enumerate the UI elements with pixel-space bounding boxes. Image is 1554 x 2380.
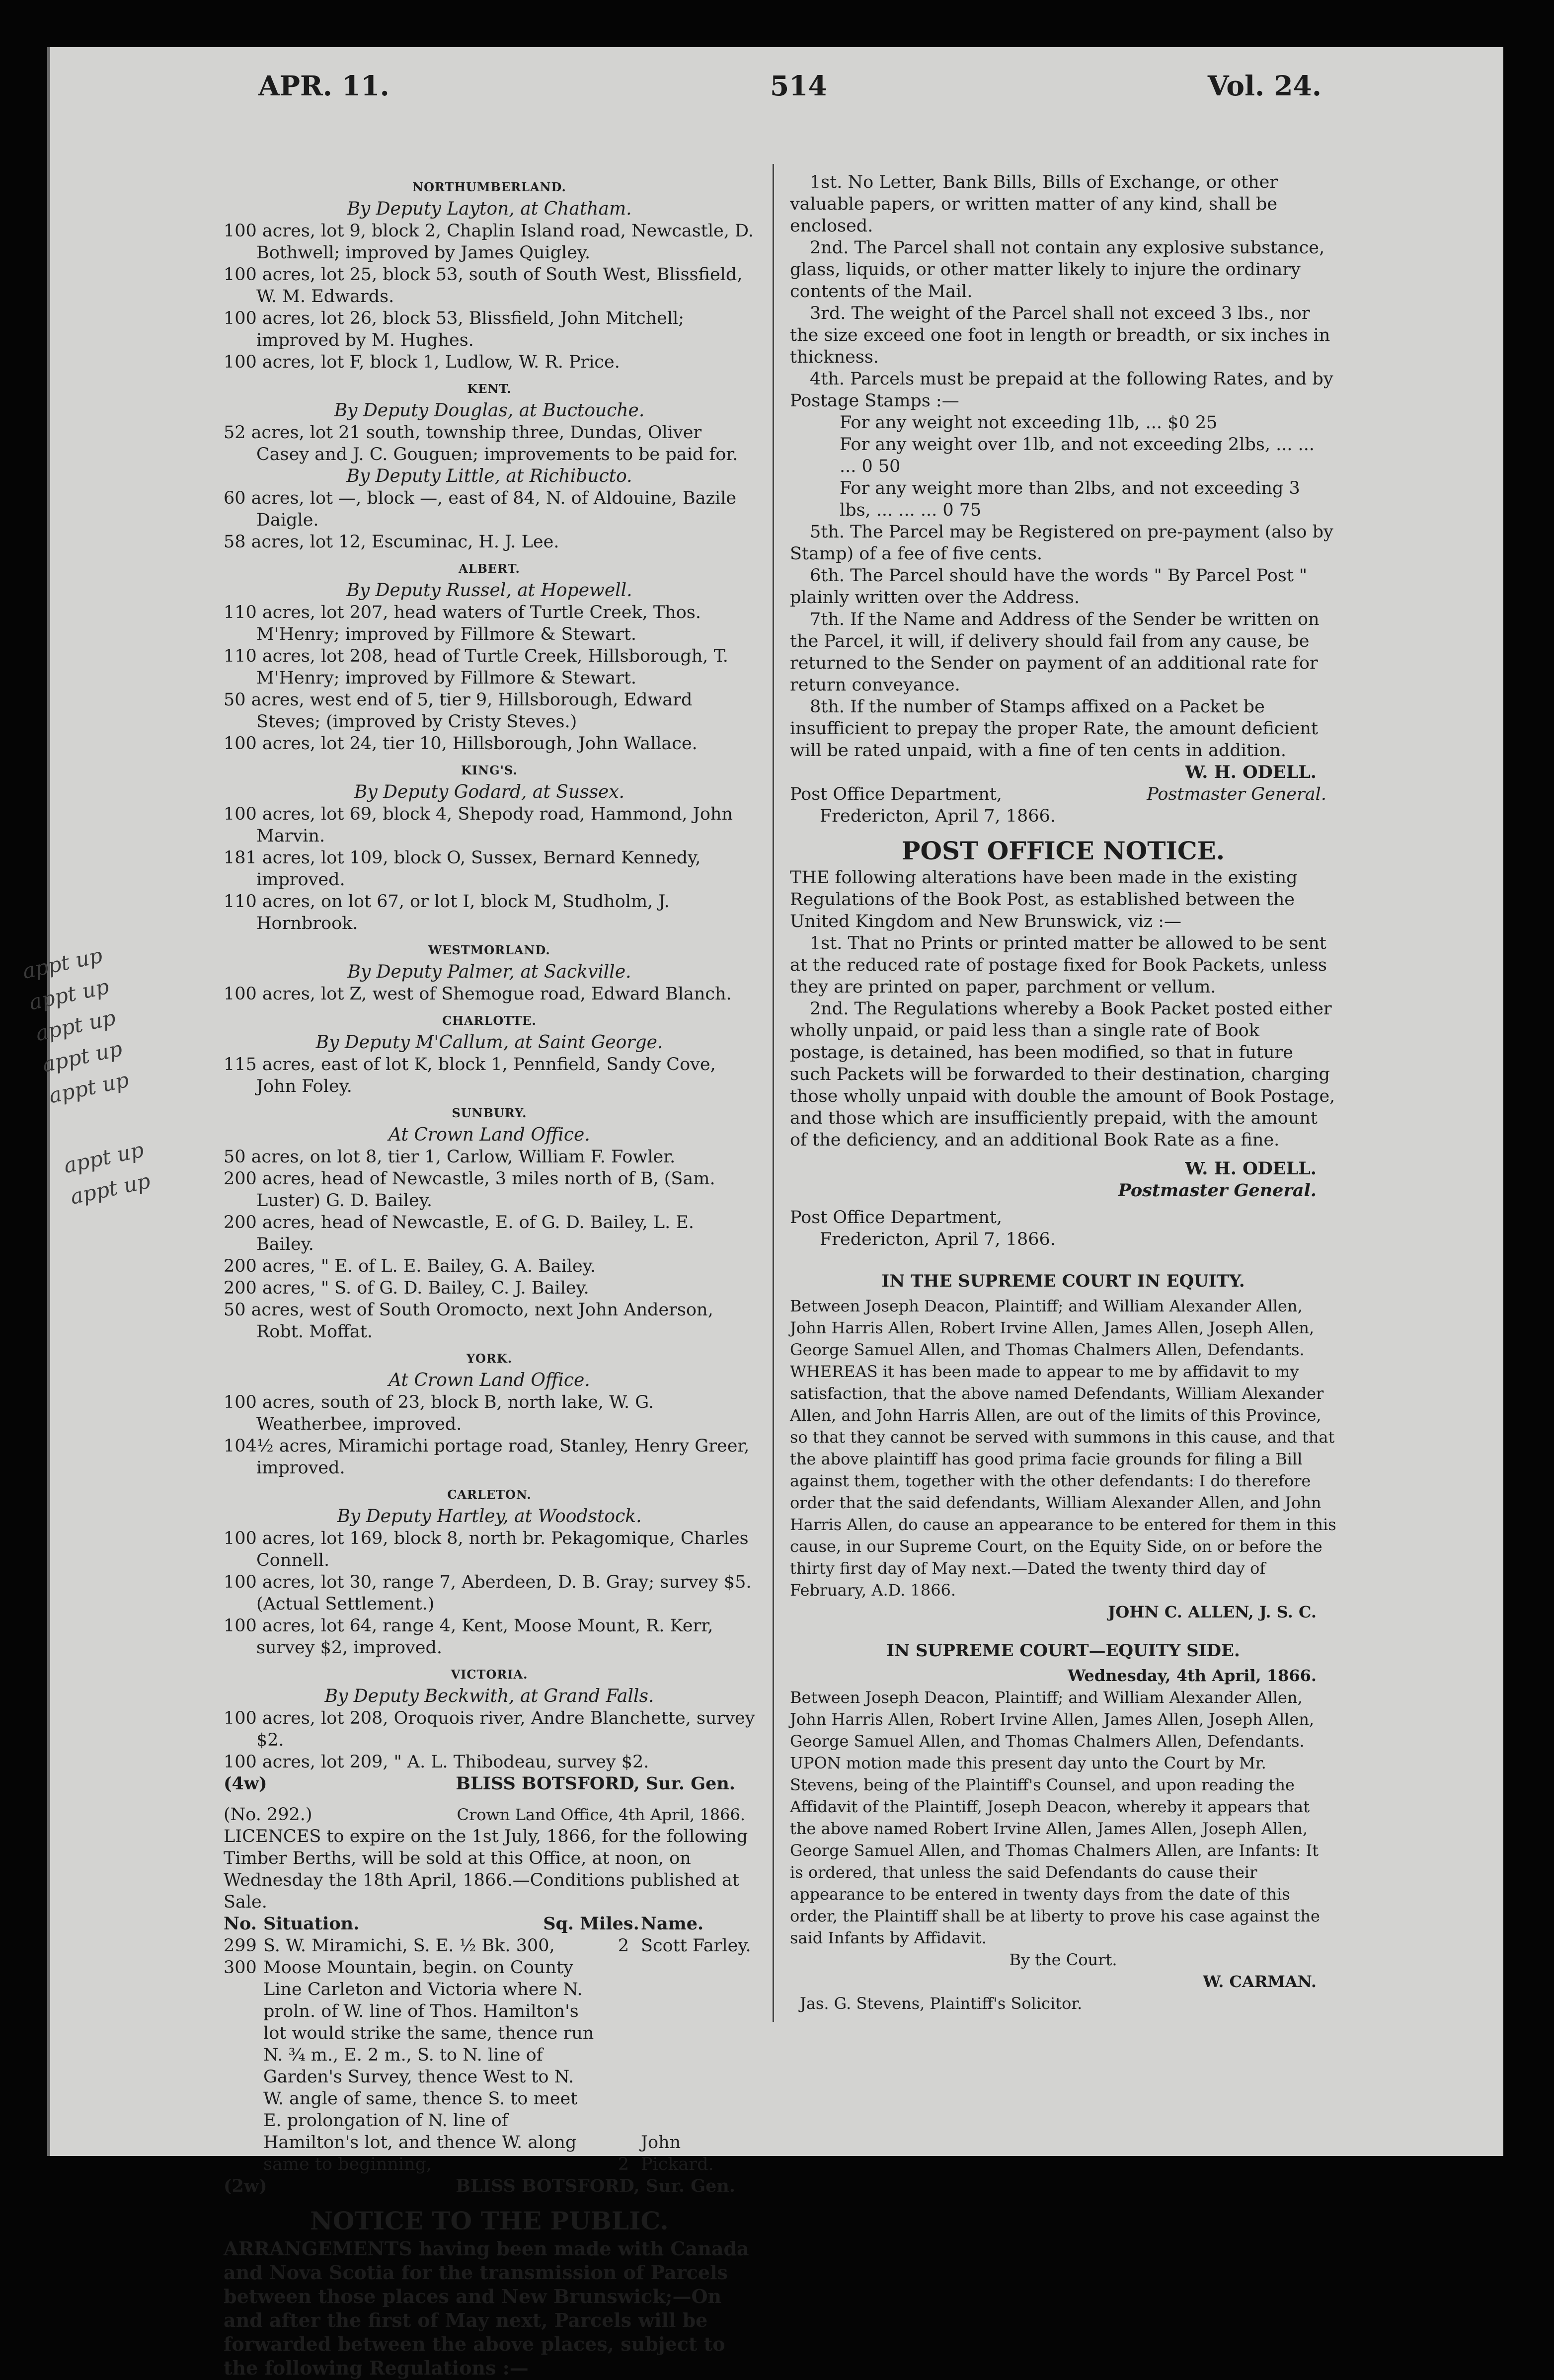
signature-line: (4w) BLISS BOTSFORD, Sur. Gen.	[224, 1773, 735, 1794]
court-title: IN THE SUPREME COURT IN EQUITY.	[881, 1271, 1245, 1291]
deputy-line: At Crown Land Office.	[388, 1125, 590, 1145]
land-entry: 60 acres, lot —, block —, east of 84, N. of Aldouine, Bazile Daigle.	[224, 488, 737, 530]
notice-title: POST OFFICE NOTICE.	[901, 836, 1225, 865]
deputy-line: By Deputy M'Callum, at Saint George.	[315, 1032, 663, 1053]
rate-row: For any weight not exceeding 1lb, ... $0 25	[840, 413, 1218, 433]
county-heading: NORTHUMBERLAND.	[412, 180, 566, 194]
deputy-line: By Deputy Godard, at Sussex.	[354, 782, 625, 802]
court-parties: Between Joseph Deacon, Plaintiff; and William Alexander Allen, John Harris Allen, Robert Irvine Allen, James Allen, Joseph Allen, George Samuel Allen, and Thomas Chalmers Allen, Defendants.	[790, 1297, 1315, 1359]
deputy-line: By Deputy Little, at Richibucto.	[346, 466, 632, 486]
signature-date: Fredericton, April 7, 1866.	[820, 806, 1056, 826]
deputy-line: By Deputy Douglas, at Buctouche.	[334, 400, 645, 421]
signature-name: W. H. ODELL.	[1185, 762, 1317, 782]
land-entry: 100 acres, lot 209, " A. L. Thibodeau, survey $2.	[224, 1752, 649, 1772]
land-entry: 181 acres, lot 109, block O, Sussex, Bernard Kennedy, improved.	[224, 848, 701, 890]
signature-title: Postmaster General.	[1118, 1180, 1317, 1201]
signature-name: W. H. ODELL.	[1185, 1158, 1317, 1179]
rate-table	[790, 412, 1336, 521]
land-entry: 100 acres, lot 30, range 7, Aberdeen, D. B. Gray; survey $5. (Actual Settlement.)	[224, 1572, 752, 1614]
notice-body: ARRANGEMENTS having been made with Canada and Nova Scotia for the transmission of Parcels between those places and New Brunswick;—On and after the first of May next, Parcels will be forwarded between the above places, subject to the following Regulations :—	[224, 2237, 749, 2379]
land-entry: 200 acres, head of Newcastle, 3 miles north of B, (Sam. Luster) G. D. Bailey.	[224, 1169, 715, 1211]
land-entry: 100 acres, lot F, block 1, Ludlow, W. R. Price.	[224, 352, 620, 372]
land-entry: 100 acres, lot 26, block 53, Blissfield, John Mitchell; improved by M. Hughes.	[224, 308, 685, 350]
table-row: 299 S. W. Miramichi, S. E. ½ Bk. 300, 2 Scott Farley.	[224, 1936, 751, 1956]
land-entry: 110 acres, lot 207, head waters of Turtle Creek, Thos. M'Henry; improved by Fillmore & Stewart.	[224, 603, 701, 644]
left-column	[224, 171, 755, 2380]
county-heading: CHARLOTTE.	[442, 1013, 537, 1028]
land-entry: 100 acres, lot 169, block 8, north br. Pekagomique, Charles Connell.	[224, 1529, 749, 1570]
deputy-line: By Deputy Layton, at Chatham.	[347, 199, 632, 219]
regulation: 4th. Parcels must be prepaid at the following Rates, and by Postage Stamps :—	[790, 369, 1333, 411]
land-entry: 200 acres, " S. of G. D. Bailey, C. J. Bailey.	[224, 1278, 589, 1298]
table-row: 300 Moose Mountain, begin. on County Line Carleton and Victoria where N. proln. of W. line of Thos. Hamilton's lot would strike the same, thence run N. ¾ m., E. 2 m., S. to N. line of Garden's Survey, thence West to N. W. angle of same, thence S. to meet E. prolongation of N. line of Hamilton's lot, and thence W. along same to beginning, 2 John Pickard.	[224, 1958, 714, 2174]
court-by: By the Court.	[1009, 1950, 1117, 1969]
land-entry: 200 acres, " E. of L. E. Bailey, G. A. Bailey.	[224, 1256, 596, 1276]
timber-notice-body: LICENCES to expire on the 1st July, 1866, for the following Timber Berths, will be sold at this Office, at noon, on Wednesday the 18th April, 1866.—Conditions published at Sale.	[224, 1827, 748, 1912]
deputy-line: By Deputy Beckwith, at Grand Falls.	[324, 1686, 654, 1706]
signature-name: JOHN C. ALLEN, J. S. C.	[1108, 1603, 1317, 1621]
land-entry: 110 acres, on lot 67, or lot I, block M, Studholm, J. Hornbrook.	[224, 892, 670, 933]
deputy-line: By Deputy Russel, at Hopewell.	[346, 580, 632, 601]
regulation: 8th. If the number of Stamps affixed on a Packet be insufficient to prepay the proper Rate, the amount deficient will be rated unpaid, with a fine of ten cents in addition.	[790, 697, 1318, 761]
signature-dept: Post Office Department,	[790, 1208, 1003, 1228]
court-date: Wednesday, 4th April, 1866.	[1068, 1666, 1317, 1685]
regulation: 7th. If the Name and Address of the Sender be written on the Parcel, it will, if delivery should fail from any cause, be returned to the Sender on payment of an additional rate for return conveyance.	[790, 610, 1320, 695]
land-entry: 110 acres, lot 208, head of Turtle Creek, Hillsborough, T. M'Henry; improved by Fillmore & Stewart.	[224, 646, 728, 688]
deputy-line: By Deputy Palmer, at Sackville.	[347, 962, 631, 982]
deputy-line: At Crown Land Office.	[388, 1370, 590, 1390]
regulation: 2nd. The Parcel shall not contain any explosive substance, glass, liquids, or other matter likely to injure the ordinary contents of the Mail.	[790, 238, 1325, 302]
county-heading: SUNBURY.	[452, 1106, 527, 1120]
land-entry: 50 acres, west of South Oromocto, next John Anderson, Robt. Moffat.	[224, 1300, 713, 1342]
land-entry: 58 acres, lot 12, Escuminac, H. J. Lee.	[224, 532, 559, 552]
timber-notice-header: (No. 292.) Crown Land Office, 4th April, 1866.	[224, 1805, 745, 1825]
county-heading: KING'S.	[461, 763, 518, 777]
deputy-line: By Deputy Hartley, at Woodstock.	[337, 1506, 642, 1527]
signature-line: (2w) BLISS BOTSFORD, Sur. Gen.	[224, 2176, 735, 2196]
header-date: APR. 11.	[258, 70, 389, 102]
regulation: 6th. The Parcel should have the words " By Parcel Post " plainly written over the Address.	[790, 566, 1308, 608]
land-entry: 104½ acres, Miramichi portage road, Stanley, Henry Greer, improved.	[224, 1436, 750, 1478]
court-parties: Between Joseph Deacon, Plaintiff; and William Alexander Allen, John Harris Allen, Robert Irvine Allen, James Allen, Joseph Allen, George Samuel Allen, and Thomas Chalmers Allen, Defendants.	[790, 1688, 1315, 1751]
court-order: UPON motion made this present day unto the Court by Mr. Stevens, being of the Plaintiff's Counsel, and upon reading the Affidavit of the Plaintiff, Joseph Deacon, whereby it appears that the above named Robert Irvine Allen, James Allen, Joseph Allen, George Samuel Allen, and Thomas Chalmers Allen, are Infants: It is ordered, that unless the said Defendants do cause their appearance to be entered in twenty days from the date of this order, the Plaintiff shall be at liberty to prove his case against the said Infants by Affidavit.	[790, 1754, 1320, 1947]
regulation: 3rd. The weight of the Parcel shall not exceed 3 lbs., nor the size exceed one foot in length or breadth, or six inches in thickness.	[790, 304, 1330, 367]
signature-dept: Post Office Department, Postmaster General.	[790, 784, 1326, 804]
notice-title: NOTICE TO THE PUBLIC.	[310, 2206, 669, 2235]
signature-name: W. CARMAN.	[1203, 1972, 1317, 1991]
signature-date: Fredericton, April 7, 1866.	[820, 1229, 1056, 1249]
right-column	[790, 171, 1336, 2014]
land-entry: 100 acres, south of 23, block B, north lake, W. G. Weatherbee, improved.	[224, 1392, 654, 1434]
rate-row: For any weight over 1lb, and not exceeding 2lbs, ... ... ... 0 50	[840, 435, 1315, 476]
county-heading: WESTMORLAND.	[428, 943, 550, 957]
land-entry: 50 acres, on lot 8, tier 1, Carlow, William F. Fowler.	[224, 1147, 676, 1167]
timber-table-header: No. Situation. Sq. Miles. Name.	[224, 1914, 704, 1934]
regulation: 5th. The Parcel may be Registered on pre-payment (also by Stamp) of a fee of five cents.	[790, 522, 1333, 564]
county-heading: VICTORIA.	[451, 1667, 528, 1682]
land-entry: 52 acres, lot 21 south, township three, Dundas, Oliver Casey and J. C. Gouguen; improvements to be paid for.	[224, 423, 738, 464]
land-entry: 50 acres, west end of 5, tier 9, Hillsborough, Edward Steves; (improved by Cristy Steves.)	[224, 690, 693, 732]
land-entry: 200 acres, head of Newcastle, E. of G. D. Bailey, L. E. Bailey.	[224, 1213, 695, 1254]
county-heading: KENT.	[467, 382, 512, 396]
column-rule	[773, 164, 774, 2022]
volume-number: Vol. 24.	[1207, 70, 1321, 102]
page-number: 514	[770, 70, 827, 102]
county-heading: ALBERT.	[459, 561, 520, 576]
rate-row: For any weight more than 2lbs, and not exceeding 3 lbs, ... ... ... 0 75	[840, 478, 1300, 520]
county-heading: CARLETON.	[447, 1487, 532, 1502]
land-entry: 100 acres, lot 64, range 4, Kent, Moose Mount, R. Kerr, survey $2, improved.	[224, 1616, 713, 1658]
notice-item: 2nd. The Regulations whereby a Book Packet posted either wholly unpaid, or paid less than a single rate of Book postage, is detained, has been modified, so that in future such Packets will be forwarded to their destination, charging those wholly unpaid with double the amount of Book Postage, and those which are insufficiently prepaid, with the amount of the deficiency, and an additional Book Rate as a fine.	[790, 999, 1335, 1150]
county-heading: YORK.	[466, 1351, 513, 1366]
land-entry: 100 acres, lot Z, west of Shemogue road, Edward Blanch.	[224, 984, 732, 1004]
handwritten-annotations: appt up appt up appt up appt up appt up appt up appt up	[20, 943, 153, 1209]
court-title: IN SUPREME COURT—EQUITY SIDE.	[886, 1641, 1240, 1661]
court-order: WHEREAS it has been made to appear to me by affidavit to my satisfaction, that the above named Defendants, William Alexander Allen, and John Harris Allen, are out of the limits of this Province, so that they cannot be served with summons in this cause, and that the above plaintiff has good prima facie grounds for filing a Bill against them, together with the other defendants: I do therefore order that the said defendants, William Alexander Allen, and John Harris Allen, do cause an appearance to be entered for them in this cause, in our Supreme Court, on the Equity Side, on or before the thirty first day of May next.—Dated the twenty third day of February, A.D. 1866.	[790, 1362, 1336, 1600]
page-header	[109, 70, 1321, 109]
land-entry: 100 acres, lot 25, block 53, south of South West, Blissfield, W. M. Edwards.	[224, 265, 743, 307]
land-entry: 100 acres, lot 208, Oroquois river, Andre Blanchette, survey $2.	[224, 1708, 755, 1750]
regulation: 1st. No Letter, Bank Bills, Bills of Exchange, or other valuable papers, or written matter of any kind, shall be enclosed.	[790, 172, 1278, 236]
notice-item: 1st. That no Prints or printed matter be allowed to be sent at the reduced rate of postage fixed for Book Packets, unless they are printed on paper, parchment or vellum.	[790, 933, 1327, 997]
solicitor-line: Jas. G. Stevens, Plaintiff's Solicitor.	[800, 1994, 1083, 2013]
land-entry: 100 acres, lot 24, tier 10, Hillsborough, John Wallace.	[224, 734, 698, 754]
land-entry: 115 acres, east of lot K, block 1, Pennfield, Sandy Cove, John Foley.	[224, 1055, 716, 1096]
land-entry: 100 acres, lot 69, block 4, Shepody road, Hammond, John Marvin.	[224, 804, 733, 846]
land-entry: 100 acres, lot 9, block 2, Chaplin Island road, Newcastle, D. Bothwell; improved by James Quigley.	[224, 221, 754, 263]
notice-intro: THE following alterations have been made in the existing Regulations of the Book Post, as established between the United Kingdom and New Brunswick, viz :—	[790, 868, 1298, 931]
